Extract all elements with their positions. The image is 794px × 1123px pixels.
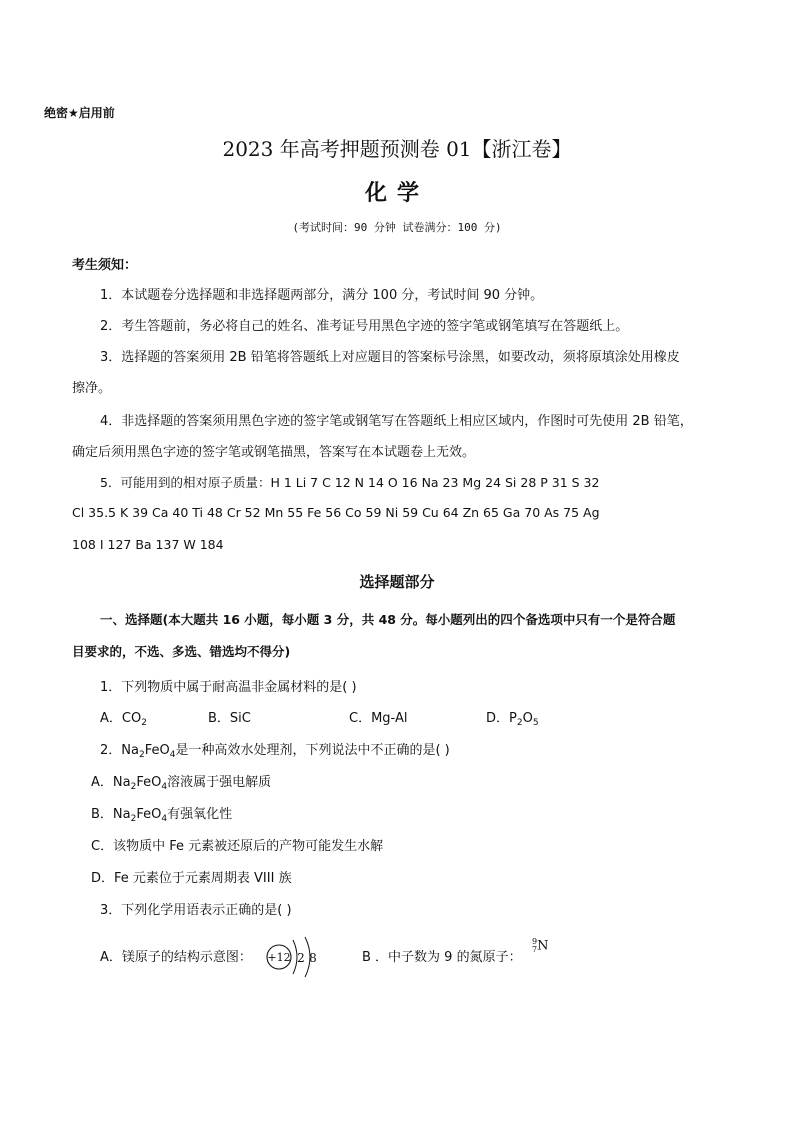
exam-info: (考试时间：90 分钟 试卷满分：100 分): [292, 221, 502, 234]
notice-item-3-line-2: 擦净。: [72, 381, 112, 396]
q1-option-c: C．Mg-Al: [349, 711, 408, 726]
exam-title: 2023 年高考押题预测卷 01【浙江卷】: [222, 137, 572, 161]
notice-heading: 考生须知：: [72, 258, 138, 273]
nitrogen-nuclide-notation: [532, 938, 548, 954]
q3-option-b: B ．中子数为 9 的氮原子：: [362, 950, 522, 965]
element-symbol: N: [537, 938, 549, 954]
q2-option-b: B．$Na_2FeO_4$有强氧化性: [91, 807, 233, 824]
q1-option-d: D．$P_2O_5$: [486, 711, 539, 728]
notice-item-5-line-2: Cl 35.5 K 39 Ca 40 Ti 48 Cr 52 Mn 55 Fe 56 Co 59 Ni 59 Cu 64 Zn 65 Ga 70 As 75 Ag: [72, 505, 600, 520]
q2-option-d: D．Fe 元素位于元素周期表 VIII 族: [91, 871, 292, 886]
electron-shell-2-count: 8: [309, 951, 317, 965]
notice-item-5-line-1: 5．可能用到的相对原子质量：H 1 Li 7 C 12 N 14 O 16 Na 23 Mg 24 Si 28 P 31 S 32: [100, 475, 600, 490]
confidential-label: 绝密★启用前: [44, 106, 115, 120]
notice-item-3-line-1: 3．选择题的答案须用 2B 铅笔将答题纸上对应题目的答案标号涂黑，如要改动，须将原填涂处用橡皮: [100, 350, 680, 365]
nucleus-charge: +12: [267, 951, 291, 964]
atomic-number: 7: [532, 945, 538, 954]
q2-stem: 2．$Na_2FeO_4$是一种高效水处理剂，下列说法中不正确的是( ): [100, 743, 450, 760]
notice-item-2: 2．考生答题前，务必将自己的姓名、准考证号用黑色字迹的签字笔或钢笔填写在答题纸上。: [100, 319, 629, 334]
notice-item-1: 1．本试题卷分选择题和非选择题两部分，满分 100 分，考试时间 90 分钟。: [100, 288, 544, 303]
subject-title: 化学: [364, 181, 429, 206]
section-instruction-line-1: 一、选择题(本大题共 16 小题，每小题 3 分，共 48 分。每小题列出的四个备选项中只有一个是符合题: [100, 612, 676, 627]
notice-item-5-line-3: 108 I 127 Ba 137 W 184: [72, 537, 224, 552]
electron-shell-1-count: 2: [297, 951, 305, 965]
q3-stem: 3．下列化学用语表示正确的是( ): [100, 903, 292, 918]
q1-stem: 1．下列物质中属于耐高温非金属材料的是( ): [100, 680, 357, 695]
notice-item-4-line-2: 确定后须用黑色字迹的签字笔或钢笔描黑，答案写在本试题卷上无效。: [72, 445, 476, 460]
q1-option-a: A．$CO_2$: [100, 711, 147, 728]
notice-item-4-line-1: 4．非选择题的答案须用黑色字迹的签字笔或钢笔写在答题纸上相应区域内，作图时可先使用 2B 铅笔，: [100, 414, 693, 429]
q2-option-a: A．$Na_2FeO_4$溶液属于强电解质: [91, 775, 272, 792]
section-instruction-line-2: 目要求的，不选、多选、错选均不得分): [72, 644, 291, 659]
section-title: 选择题部分: [359, 573, 435, 591]
q2-option-c: C．该物质中 Fe 元素被还原后的产物可能发生水解: [91, 839, 384, 854]
magnesium-atom-structure-diagram: [263, 936, 325, 978]
q3-option-a: A．镁原子的结构示意图：: [100, 950, 252, 965]
mass-number: 9: [532, 937, 538, 946]
q1-option-b: B．SiC: [208, 711, 251, 726]
